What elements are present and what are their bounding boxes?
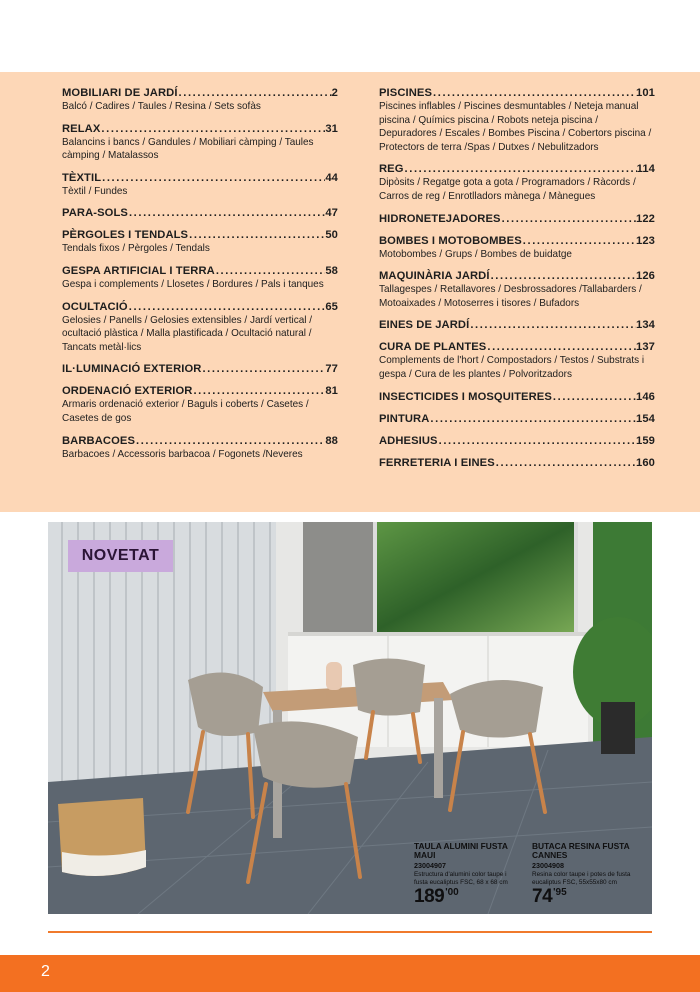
toc-entry-subtitle: Complements de l'hort / Compostadors / Testos / Substrats i gespa / Cura de les plantes / Polvoritzadors (379, 355, 645, 380)
toc-entry-title: FERRETERIA I EINES (379, 456, 495, 469)
toc-entry[interactable] (62, 86, 338, 114)
toc-entry-title: BARBACOES (62, 434, 136, 447)
toc-entry-heading (62, 171, 338, 185)
price-integer: 74 (532, 886, 553, 908)
toc-entry-title: GESPA ARTIFICIAL I TERRA (62, 264, 215, 277)
product-price (414, 887, 518, 906)
toc-entry-page: 137 (636, 341, 655, 354)
toc-entry-page: 154 (636, 412, 655, 425)
toc-entry[interactable] (379, 212, 655, 226)
toc-entry-page: 160 (636, 456, 655, 469)
dot-leader (128, 206, 325, 220)
toc-entry-page: 88 (325, 434, 338, 447)
toc-entry-title: ADHESIUS (379, 434, 438, 447)
toc-entry-page: 2 (331, 87, 338, 99)
product-name: BUTACA RESINA FUSTA CANNES (532, 841, 630, 860)
toc-entry-subtitle: Tèxtil / Fundes (62, 185, 128, 197)
toc-entry-page: 58 (325, 264, 338, 277)
toc-entry[interactable] (62, 434, 338, 462)
dot-leader (128, 300, 326, 314)
toc-entry-title: TÈXTIL (62, 171, 102, 184)
toc-entry-heading (62, 228, 338, 242)
dot-leader (101, 171, 325, 185)
toc-entry-subtitle: Balancins i bancs / Gandules / Mobiliari càmping / Taules càmping / Matalassos (62, 136, 314, 162)
dot-leader (192, 384, 325, 398)
dot-leader (486, 340, 636, 354)
toc-entry-page: 77 (325, 363, 338, 376)
toc-entry-page: 134 (636, 319, 655, 332)
novelty-badge: NOVETAT (68, 540, 173, 572)
toc-entry-page: 81 (325, 385, 338, 398)
dot-leader (501, 212, 636, 226)
toc-entry-heading (379, 234, 655, 248)
dot-leader (135, 434, 325, 448)
toc-entry-heading (62, 86, 338, 100)
toc-entry-heading (379, 162, 655, 176)
toc-entry-page: 50 (325, 229, 338, 242)
toc-entry-heading (62, 264, 338, 278)
toc-entry-title: PÈRGOLES I TENDALS (62, 229, 189, 242)
toc-entry[interactable] (379, 434, 655, 448)
toc-entry-title: INSECTICIDES I MOSQUITERES (379, 390, 552, 403)
toc-entry-subtitle: Dipòsits / Regatge gota a gota / Programadors / Ràcords / Carros de reg / Enrotlladors mànega / Mànegues (379, 177, 636, 202)
toc-entry[interactable] (379, 234, 655, 262)
toc-entry[interactable] (379, 412, 655, 426)
page-footer (0, 955, 700, 992)
toc-entry-title: MOBILIARI DE JARDÍ (62, 87, 178, 99)
toc-entry-heading (379, 434, 655, 448)
toc-entry-title: PARA-SOLS (62, 207, 128, 220)
toc-entry-page: 101 (636, 87, 655, 99)
product-description: Resina color taupe i potes de fusta eucaliptus FSC, 55x55x80 cm (532, 871, 631, 886)
toc-entry-subtitle: Balcó / Cadires / Taules / Resina / Sets sofàs (62, 101, 261, 112)
toc-entry-page: 47 (325, 207, 338, 220)
dot-leader (469, 318, 636, 332)
toc-entry-heading (379, 456, 655, 470)
page-number: 2 (41, 963, 50, 980)
dot-leader (215, 264, 326, 278)
toc-entry-page: 44 (325, 171, 338, 184)
price-decimal: '00 (445, 887, 459, 899)
table-of-contents (0, 72, 700, 512)
dot-leader (432, 86, 636, 100)
featured-product-photo (48, 522, 652, 914)
toc-entry-heading (62, 122, 338, 136)
toc-entry-title: IL·LUMINACIÓ EXTERIOR (62, 363, 202, 376)
price-decimal: '95 (553, 887, 567, 899)
toc-entry-heading (379, 212, 655, 226)
toc-entry-heading (62, 362, 338, 376)
toc-entry-page: 146 (636, 390, 655, 403)
toc-entry[interactable] (62, 206, 338, 220)
toc-entry[interactable] (379, 456, 655, 470)
product-card-chair[interactable] (532, 842, 642, 906)
toc-entry-page: 65 (325, 300, 338, 313)
product-reference: 23004907 (414, 861, 446, 870)
toc-entry-heading (62, 300, 338, 314)
toc-entry[interactable] (62, 228, 338, 256)
toc-entry[interactable] (379, 340, 655, 381)
toc-entry-subtitle: Gelosies / Panells / Gelosies extensibles / Jardí vertical / ocultació plàstica / Malla plastificada / Ocultació natural / Tancats metàl·lics (62, 314, 313, 353)
toc-entry-subtitle: Tendals fixos / Pèrgoles / Tendals (62, 243, 210, 255)
toc-entry[interactable] (379, 162, 655, 203)
toc-entry-page: 126 (636, 270, 655, 283)
toc-entry[interactable] (379, 269, 655, 310)
dot-leader (178, 86, 332, 100)
toc-entry-subtitle: Tallagespes / Retallavores / Desbrossadores /Tallabarders / Motoaixades / Motoserres i tisores / Bufadors (379, 284, 642, 309)
toc-entry-heading (62, 434, 338, 448)
toc-entry-page: 159 (636, 434, 655, 447)
dot-leader (100, 122, 325, 136)
toc-entry-title: RELAX (62, 122, 101, 135)
toc-entry-title: PISCINES (379, 87, 433, 99)
toc-entry-page: 122 (636, 212, 655, 225)
toc-entry-title: OCULTACIÓ (62, 300, 128, 313)
dot-leader (522, 234, 636, 248)
product-name: TAULA ALUMINI FUSTA MAUI (414, 841, 508, 860)
dot-leader (404, 162, 637, 176)
toc-entry-subtitle: Barbacoes / Accessoris barbacoa / Fogonets /Neveres (62, 448, 303, 460)
toc-entry-heading (62, 206, 338, 220)
toc-entry[interactable] (62, 171, 338, 199)
toc-entry[interactable] (62, 122, 338, 163)
toc-entry-title: ORDENACIÓ EXTERIOR (62, 385, 193, 398)
dot-leader (201, 362, 325, 376)
toc-entry-page: 114 (636, 163, 655, 176)
toc-entry-subtitle: Armaris ordenació exterior / Baguls i coberts / Casetes / Casetes de gos (62, 399, 309, 424)
toc-entry[interactable] (379, 86, 655, 154)
toc-entry-heading (379, 86, 655, 100)
toc-entry[interactable] (379, 318, 655, 332)
price-integer: 189 (414, 886, 445, 908)
toc-column-right (379, 86, 655, 478)
toc-entry-heading (379, 269, 655, 283)
toc-entry-title: BOMBES I MOTOBOMBES (379, 234, 522, 247)
dot-leader (490, 269, 636, 283)
toc-entry-page: 123 (636, 234, 655, 247)
toc-entry-subtitle: Piscines inflables / Piscines desmuntables / Neteja manual piscina / Químics piscina / Robots neteja piscina / Depuradores / Escales / Bombes Piscina / Cobertors piscina / Protectors de terra /Spas / Dutxes / Nebulitzadors (379, 101, 652, 153)
product-description: Estructura d'alumini color taupe i fusta eucaliptus FSC, 68 x 68 cm (414, 871, 508, 886)
toc-entry-title: PINTURA (379, 412, 430, 425)
toc-column-left (62, 86, 338, 469)
toc-entry-title: EINES DE JARDÍ (379, 319, 470, 332)
divider-line (48, 931, 652, 933)
toc-entry-subtitle: Motobombes / Grups / Bombes de buidatge (379, 248, 572, 260)
product-card-table[interactable] (414, 842, 518, 906)
toc-entry-title: REG (379, 163, 404, 176)
toc-entry-heading (379, 390, 655, 404)
dot-leader (429, 412, 636, 426)
toc-entry-title: MAQUINÀRIA JARDÍ (379, 270, 490, 283)
toc-entry-subtitle: Gespa i complements / Llosetes / Bordures / Pals i tanques (62, 278, 324, 290)
dot-leader (552, 390, 636, 404)
toc-entry-heading (379, 340, 655, 354)
toc-entry-title: HIDRONETEJADORES (379, 212, 501, 225)
toc-entry-heading (379, 318, 655, 332)
product-reference: 23004908 (532, 861, 564, 870)
dot-leader (188, 228, 325, 242)
toc-entry-page: 31 (325, 122, 338, 135)
dot-leader (495, 456, 636, 470)
toc-entry[interactable] (379, 390, 655, 404)
toc-entry-heading (62, 384, 338, 398)
toc-entry[interactable] (62, 300, 338, 355)
toc-entry-title: CURA DE PLANTES (379, 341, 487, 354)
toc-entry[interactable] (62, 362, 338, 376)
toc-entry[interactable] (62, 264, 338, 292)
product-price (532, 887, 642, 906)
toc-entry[interactable] (62, 384, 338, 425)
toc-entry-heading (379, 412, 655, 426)
dot-leader (438, 434, 636, 448)
